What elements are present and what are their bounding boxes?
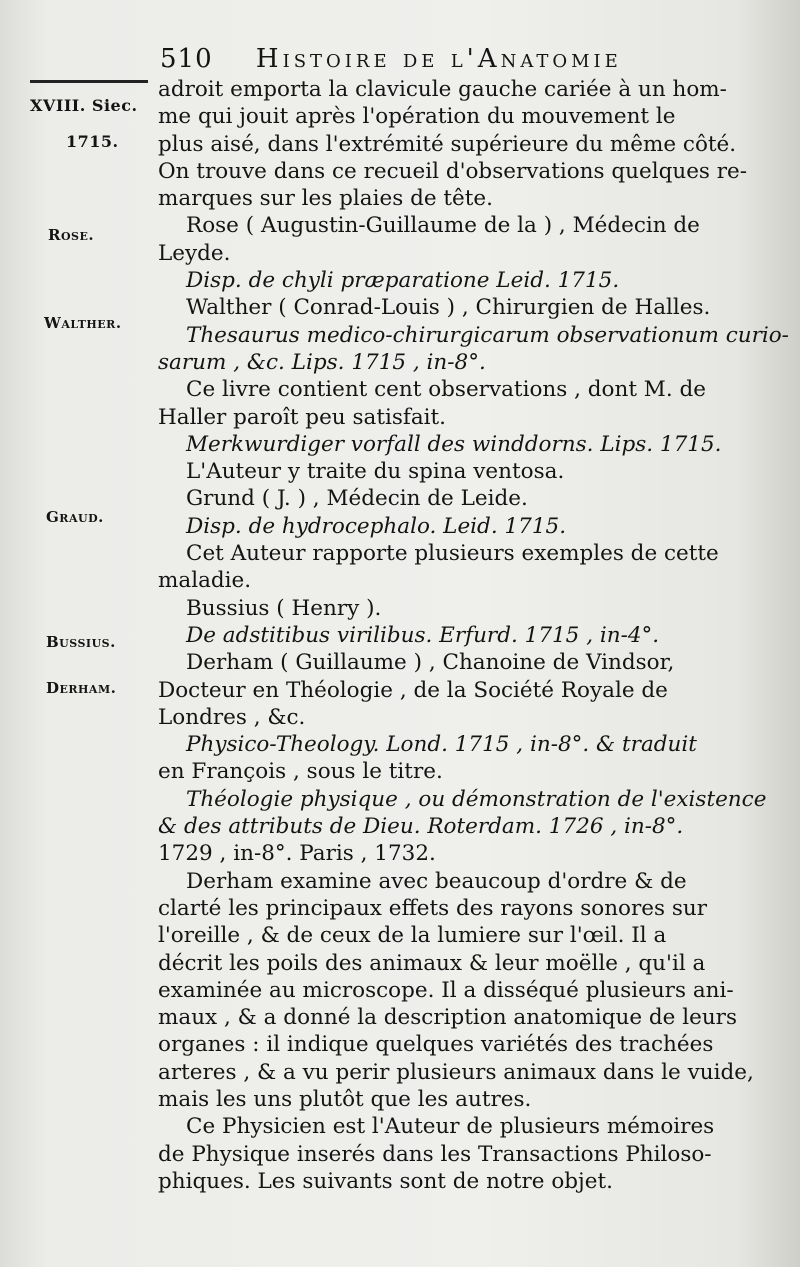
citation: Théologie physique , ou démonstration de l'existence xyxy=(186,786,767,812)
citation: Thesaurus medico-chirurgicarum observationum curio- xyxy=(186,322,789,348)
body-text xyxy=(158,76,789,1195)
text-line: Ce livre contient cent observations , dont M. de xyxy=(186,377,706,403)
text-line: L'Auteur y traite du spina ventosa. xyxy=(186,459,565,485)
text-line: clarté les principaux effets des rayons sonores sur xyxy=(158,895,708,921)
text-line: Docteur en Théologie , de la Société Royale de xyxy=(158,677,668,703)
text-line: Londres , &c. xyxy=(158,704,306,730)
margin-bussius: Bussius. xyxy=(46,633,116,651)
running-header xyxy=(160,44,622,74)
margin-derham: Derham. xyxy=(46,679,117,697)
text-line: me qui jouit après l'opération du mouvement le xyxy=(158,104,676,130)
citation: Disp. de hydrocephalo. Leid. 1715. xyxy=(186,513,567,539)
text-line: décrit les poils des animaux & leur moëlle , qu'il a xyxy=(158,950,706,976)
text-line: marques sur les plaies de tête. xyxy=(158,186,493,212)
text-line: phiques. Les suivants sont de notre objet. xyxy=(158,1168,613,1194)
entry-derham: Derham ( Guillaume ) , Chanoine de Vindsor, xyxy=(186,650,675,676)
citation: Merkwurdiger vorfall des winddorns. Lips. 1715. xyxy=(186,431,722,457)
text-line: adroit emporta la clavicule gauche cariée à un hom- xyxy=(158,77,727,102)
citation: & des attributs de Dieu. Roterdam. 1726 , in-8°. xyxy=(158,814,684,840)
margin-graud: Graud. xyxy=(46,508,104,526)
running-title: Histoire de l'Anatomie xyxy=(255,44,622,74)
text-line: arteres , & a vu perir plusieurs animaux dans le vuide, xyxy=(158,1059,754,1085)
citation: De adstitibus virilibus. Erfurd. 1715 , in-4°. xyxy=(186,622,660,648)
text-line: plus aisé, dans l'extrémité supérieure du même côté. xyxy=(158,131,737,157)
text-line: Leyde. xyxy=(158,240,231,266)
citation: sarum , &c. Lips. 1715 , in-8°. xyxy=(158,349,486,375)
text-line: Haller paroît peu satisfait. xyxy=(158,404,447,430)
text-line: On trouve dans ce recueil d'observations quelques re- xyxy=(158,158,748,184)
citation: Physico-Theology. Lond. 1715 , in-8°. & traduit xyxy=(186,732,697,758)
margin-year: 1715. xyxy=(66,132,119,151)
entry-rose: Rose ( Augustin-Guillaume de la ) , Médecin de xyxy=(186,213,700,239)
page-number: 510 xyxy=(160,44,213,74)
entry-bussius: Bussius ( Henry ). xyxy=(186,595,382,621)
text-line: de Physique inserés dans les Transactions Philoso- xyxy=(158,1141,712,1167)
text-line: Cet Auteur rapporte plusieurs exemples de cette xyxy=(186,541,719,567)
text-line: l'oreille , & de ceux de la lumiere sur l'œil. Il a xyxy=(158,923,667,949)
margin-century: XVIII. Siec. xyxy=(30,96,138,115)
margin-walther: Walther. xyxy=(44,314,122,332)
margin-rule xyxy=(30,80,148,83)
text-line: Ce Physicien est l'Auteur de plusieurs mémoires xyxy=(186,1114,715,1140)
text-line: 1729 , in-8°. Paris , 1732. xyxy=(158,841,436,867)
margin-rose: Rose. xyxy=(48,226,95,244)
text-line: en François , sous le titre. xyxy=(158,759,443,785)
text-line: maux , & a donné la description anatomique de leurs xyxy=(158,1005,737,1031)
text-line: mais les uns plutôt que les autres. xyxy=(158,1086,532,1112)
text-line: Derham examine avec beaucoup d'ordre & de xyxy=(186,868,687,894)
entry-walther: Walther ( Conrad-Louis ) , Chirurgien de Halles. xyxy=(186,295,711,321)
text-line: maladie. xyxy=(158,568,252,594)
text-line: examinée au microscope. Il a disséqué plusieurs ani- xyxy=(158,977,734,1003)
text-line: organes : il indique quelques variétés des trachées xyxy=(158,1032,714,1058)
entry-grund: Grund ( J. ) , Médecin de Leide. xyxy=(186,486,528,512)
citation: Disp. de chyli præparatione Leid. 1715. xyxy=(186,268,620,294)
